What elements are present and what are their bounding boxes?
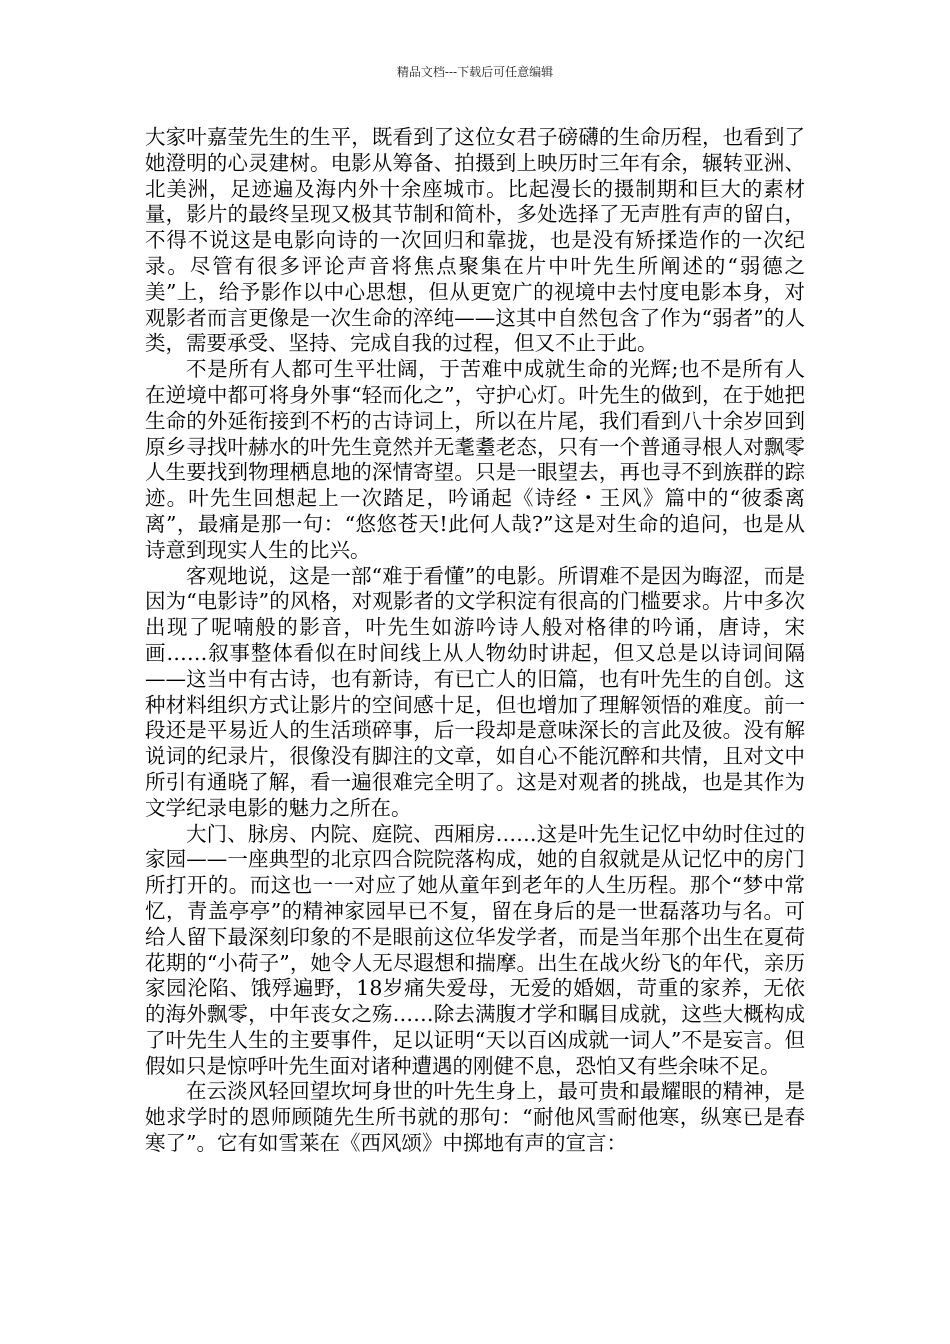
article-body xyxy=(145,125,805,1157)
paragraph-2: 不是所有人都可生平壮阔，于苦难中成就生命的光辉;也不是所有人在逆境中都可将身外事“轻而化之”，守护心灯。叶先生的做到，在于她把生命的外延衔接到不朽的古诗词上，所以在片尾，我们看到八十余岁回到原乡寻找叶赫水的叶先生竟然并无耄耋老态，只有一个普通寻根人对飘零人生要找到物理栖息地的深情寄望。只是一眼望去，再也寻不到族群的踪迹。叶先生回想起上一次踏足，吟诵起《诗经・王风》篇中的“彼黍离离”，最痛是那一句：“悠悠苍天!此何人哉?”这是对生命的追问，也是从诗意到现实人生的比兴。 xyxy=(145,357,805,562)
paragraph-3: 客观地说，这是一部“难于看懂”的电影。所谓难不是因为晦涩，而是因为“电影诗”的风格，对观影者的文学积淀有很高的门槛要求。片中多次出现了呢喃般的影音，叶先生如游吟诗人般对格律的吟诵，唐诗，宋画……叙事整体看似在时间线上从人物幼时讲起，但又总是以诗词间隔——这当中有古诗，也有新诗，有已亡人的旧篇，也有叶先生的自创。这种材料组织方式让影片的空间感十足，但也增加了理解领悟的难度。前一段还是平易近人的生活琐碎事，后一段却是意味深长的言此及彼。没有解说词的纪录片，很像没有脚注的文章，如自心不能沉醉和共情，且对文中所引有通晓了解，看一遍很难完全明了。这是对观者的挑战，也是其作为文学纪录电影的魅力之所在。 xyxy=(145,563,805,820)
paragraph-4: 大门、脉房、内院、庭院、西厢房……这是叶先生记忆中幼时住过的家园——一座典型的北京四合院院落构成，她的自叙就是从记忆中的房门所打开的。而这也一一对应了她从童年到老年的人生历程。那个“梦中常忆，青盖亭亭”的精神家园早已不复，留在身后的是一世磊落功与名。可给人留下最深刻印象的不是眼前这位华发学者，而是当年那个出生在夏荷花期的“小荷子”，她令人无尽遐想和揣摩。出生在战火纷飞的年代，亲历家园沦陷、饿殍遍野，18岁痛失爱母，无爱的婚姻，苛重的家养，无依的海外飘零，中年丧女之殇……除去满腹才学和瞩目成就，这些大概构成了叶先生人生的主要事件，足以证明“天以百凶成就一词人”不是妄言。但假如只是惊呼叶先生面对诸种遭遇的刚健不息，恐怕又有些余味不足。 xyxy=(145,821,805,1078)
paragraph-1: 大家叶嘉莹先生的生平，既看到了这位女君子磅礴的生命历程，也看到了她澄明的心灵建树。电影从筹备、拍摄到上映历时三年有余，辗转亚洲、北美洲，足迹遍及海内外十余座城市。比起漫长的摄制期和巨大的素材量，影片的最终呈现又极其节制和简朴，多处选择了无声胜有声的留白，不得不说这是电影向诗的一次回归和靠拢，也是没有矫揉造作的一次纪录。尽管有很多评论声音将焦点聚集在片中叶先生所阐述的“弱德之美”上，给予影作以中心思想，但从更宽广的视境中去忖度电影本身，对观影者而言更像是一次生命的淬纯——这其中自然包含了作为“弱者”的人类，需要承受、坚持、完成自我的过程，但又不止于此。 xyxy=(145,125,805,356)
page-header: 精品文档---下载后可任意编辑 xyxy=(396,65,554,79)
paragraph-5: 在云淡风轻回望坎坷身世的叶先生身上，最可贵和最耀眼的精神，是她求学时的恩师顾随先生所书就的那句：“耐他风雪耐他寒，纵寒已是春寒了”。它有如雪莱在《西风颂》中掷地有声的宣言： xyxy=(145,1079,805,1156)
